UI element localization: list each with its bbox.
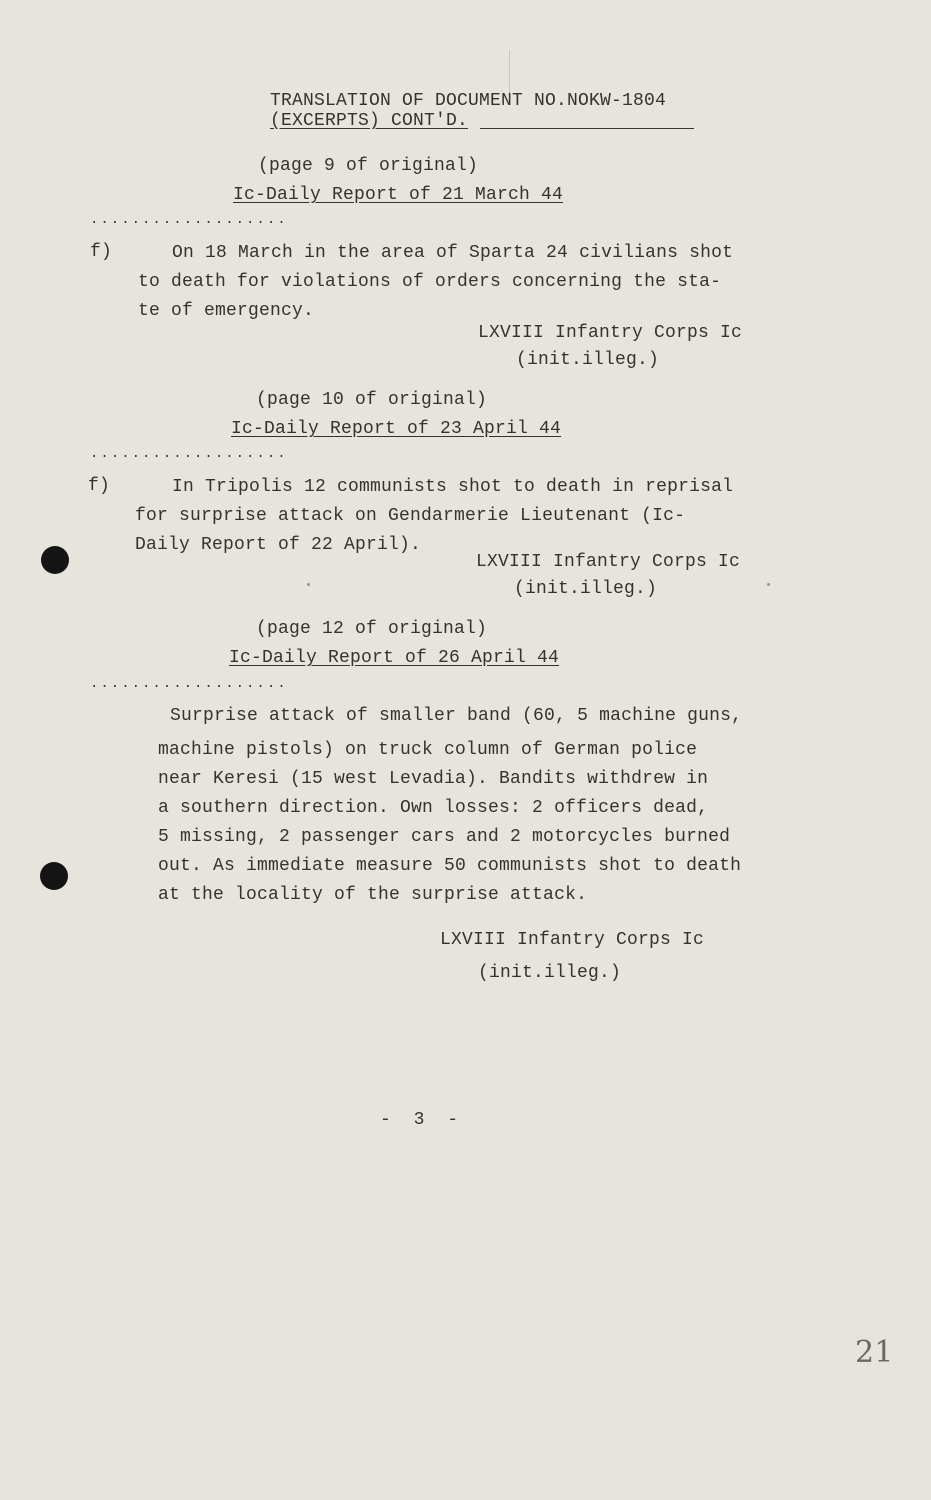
item-label: f) bbox=[90, 242, 113, 262]
punch-hole-bottom bbox=[40, 862, 68, 890]
report-title: Ic-Daily Report of 26 April 44 bbox=[229, 648, 560, 668]
report-title: Ic-Daily Report of 21 March 44 bbox=[233, 185, 564, 205]
signature-initials: (init.illeg.) bbox=[514, 579, 658, 599]
report-title: Ic-Daily Report of 23 April 44 bbox=[231, 419, 562, 439]
paper-speck bbox=[767, 583, 770, 586]
body-line: In Tripolis 12 communists shot to death in reprisal bbox=[172, 477, 734, 497]
document-title: TRANSLATION OF DOCUMENT NO.NOKW-1804 bbox=[270, 91, 667, 111]
body-line: Daily Report of 22 April). bbox=[135, 535, 422, 555]
body-line: a southern direction. Own losses: 2 officers dead, bbox=[158, 798, 709, 818]
margin-handwritten-mark: 21 bbox=[855, 1335, 894, 1370]
dot-separator: ................... bbox=[90, 212, 288, 228]
body-line: te of emergency. bbox=[138, 301, 315, 321]
body-line: to death for violations of orders concerning the sta- bbox=[138, 272, 722, 292]
body-line: out. As immediate measure 50 communists shot to death bbox=[158, 856, 742, 876]
body-line: for surprise attack on Gendarmerie Lieutenant (Ic- bbox=[135, 506, 686, 526]
signature-unit: LXVIII Infantry Corps Ic bbox=[478, 323, 743, 343]
signature-unit: LXVIII Infantry Corps Ic bbox=[476, 552, 741, 572]
document-subtitle: (EXCERPTS) CONT'D. bbox=[270, 111, 469, 131]
dot-separator: ................... bbox=[90, 676, 288, 692]
body-line: 5 missing, 2 passenger cars and 2 motorcycles burned bbox=[158, 827, 731, 847]
title-underline bbox=[480, 128, 694, 129]
page-number: - 3 - bbox=[380, 1110, 465, 1130]
dot-separator: ................... bbox=[90, 446, 288, 462]
body-line: machine pistols) on truck column of German police bbox=[158, 740, 698, 760]
paper-speck bbox=[307, 583, 310, 586]
signature-initials: (init.illeg.) bbox=[516, 350, 660, 370]
body-line: Surprise attack of smaller band (60, 5 machine guns, bbox=[170, 706, 743, 726]
page-reference: (page 10 of original) bbox=[256, 390, 488, 410]
body-line: near Keresi (15 west Levadia). Bandits withdrew in bbox=[158, 769, 709, 789]
signature-initials: (init.illeg.) bbox=[478, 963, 622, 983]
page-reference: (page 9 of original) bbox=[258, 156, 479, 176]
body-line: On 18 March in the area of Sparta 24 civilians shot bbox=[172, 243, 734, 263]
punch-hole-top bbox=[41, 546, 69, 574]
body-line: at the locality of the surprise attack. bbox=[158, 885, 588, 905]
item-label: f) bbox=[88, 476, 111, 496]
page-reference: (page 12 of original) bbox=[256, 619, 488, 639]
signature-unit: LXVIII Infantry Corps Ic bbox=[440, 930, 705, 950]
